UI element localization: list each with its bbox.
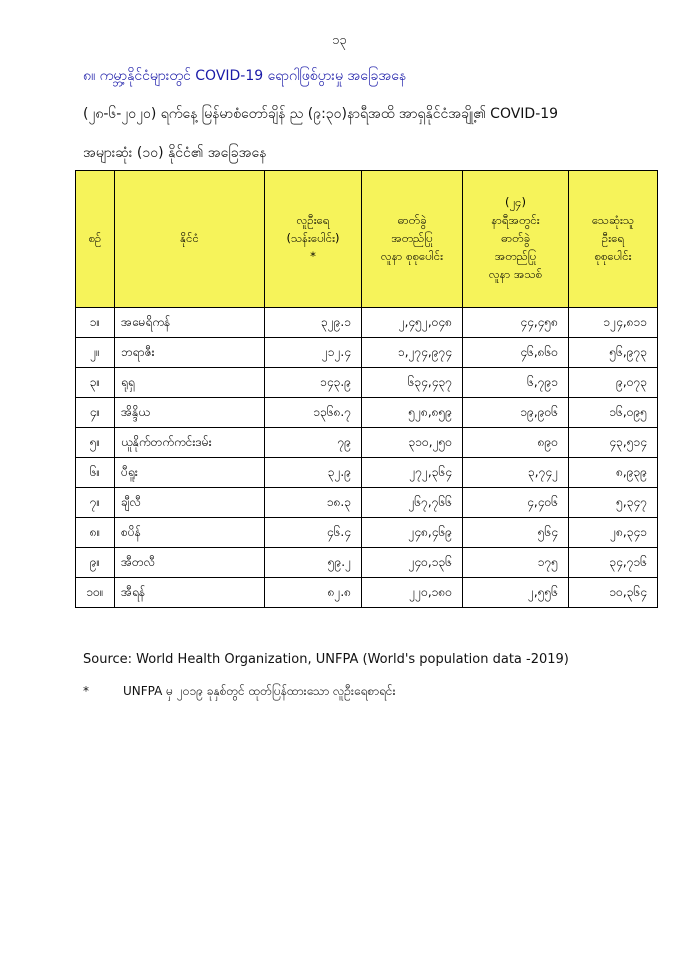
page-number: ၁၃	[332, 33, 347, 48]
header-no	[76, 171, 115, 308]
table-row	[76, 518, 658, 548]
subtitle-line-2: အများဆုံး (၁၀) နိုင်ငံ၏ အခြေအနေ	[83, 145, 267, 161]
table-row	[76, 488, 658, 518]
header-population	[265, 171, 362, 308]
cell-new-cases: ၁၇၅	[463, 548, 569, 578]
cell-new-cases: ၄၆,၈၆၀	[463, 338, 569, 368]
cell-deaths: ၄၃,၅၁၄	[569, 428, 658, 458]
table-row	[76, 338, 658, 368]
header-country	[115, 171, 265, 308]
header-deaths	[569, 171, 658, 308]
cell-no: ၁။	[76, 308, 115, 338]
cell-deaths: ၅၆,၉၇၃	[569, 338, 658, 368]
header-new-line: လူနာ အသစ်	[488, 266, 543, 281]
covid-table	[75, 170, 658, 608]
header-population-line: *	[310, 248, 316, 263]
cell-population: ၄၆.၄	[265, 518, 362, 548]
cell-new-cases: ၈၉၀	[463, 428, 569, 458]
cell-country: ရုရှ	[115, 368, 265, 398]
cell-deaths: ၁၀,၃၆၄	[569, 578, 658, 608]
header-deaths-line: စုစုပေါင်း	[594, 248, 632, 263]
cell-new-cases: ၆,၇၉၁	[463, 368, 569, 398]
cell-country: ချီလီ	[115, 488, 265, 518]
table-row	[76, 578, 658, 608]
cell-new-cases: ၂,၅၅၆	[463, 578, 569, 608]
cell-deaths: ၉,၀၇၃	[569, 368, 658, 398]
cell-population: ၁၈.၃	[265, 488, 362, 518]
header-no-label: စဉ်	[88, 231, 102, 246]
cell-new-cases: ၄၄,၄၅၈	[463, 308, 569, 338]
cell-country: အီတလီ	[115, 548, 265, 578]
header-confirmed	[362, 171, 463, 308]
cell-deaths: ၁၂၄,၈၁၁	[569, 308, 658, 338]
cell-no: ၁၀။	[76, 578, 115, 608]
cell-confirmed: ၂၇၂,၃၆၄	[362, 458, 463, 488]
header-deaths-line: ဦးရေ	[601, 231, 625, 246]
header-population-line: လူဦးရေ	[296, 213, 330, 228]
cell-country: အီရန်	[115, 578, 265, 608]
cell-confirmed: ၅၂၈,၈၅၉	[362, 398, 463, 428]
cell-confirmed: ၂၄၀,၁၃၆	[362, 548, 463, 578]
header-deaths-line: သေဆုံးသူ	[591, 213, 635, 228]
table-row	[76, 428, 658, 458]
cell-no: ၅။	[76, 428, 115, 458]
cell-no: ၂။	[76, 338, 115, 368]
cell-population: ၈၂.၈	[265, 578, 362, 608]
cell-deaths: ၂၈,၃၄၁	[569, 518, 658, 548]
footnote-text: UNFPA မှ ၂၀၁၉ ခုနှစ်တွင် ထုတ်ပြန်ထားသော လူဦးရေစာရင်း	[123, 684, 396, 698]
cell-country: အိန္ဒိယ	[115, 398, 265, 428]
cell-population: ၃၂.၉	[265, 458, 362, 488]
header-new-cases	[463, 171, 569, 308]
cell-new-cases: ၄,၄၀၆	[463, 488, 569, 518]
source-note: Source: World Health Organization, UNFPA (World's population data -2019)	[83, 652, 569, 667]
cell-no: ၉။	[76, 548, 115, 578]
header-confirmed-line: ဓာတ်ခွဲ	[397, 213, 427, 228]
cell-confirmed: ၆၃၄,၄၃၇	[362, 368, 463, 398]
cell-no: ၃။	[76, 368, 115, 398]
header-population-line: (သန်းပေါင်း)	[286, 231, 340, 246]
table-row	[76, 308, 658, 338]
cell-confirmed: ၂၆၇,၇၆၆	[362, 488, 463, 518]
cell-population: ၅၉.၂	[265, 548, 362, 578]
cell-country: အမေရိကန်	[115, 308, 265, 338]
header-confirmed-line: အတည်ပြု	[391, 231, 433, 246]
cell-population: ၁၄၃.၉	[265, 368, 362, 398]
cell-deaths: ၈,၉၃၉	[569, 458, 658, 488]
footnote	[83, 683, 643, 701]
cell-no: ၇။	[76, 488, 115, 518]
cell-population: ၁၃၆၈.၇	[265, 398, 362, 428]
table-row	[76, 458, 658, 488]
cell-country: ဘရာဇီး	[115, 338, 265, 368]
cell-population: ၇၉	[265, 428, 362, 458]
cell-no: ၆။	[76, 458, 115, 488]
cell-new-cases: ၅၆၄	[463, 518, 569, 548]
header-confirmed-line: လူနာ စုစုပေါင်း	[380, 248, 444, 263]
table-header-row	[76, 171, 658, 308]
header-new-line: ဓာတ်ခွဲ	[501, 231, 530, 246]
table-row	[76, 368, 658, 398]
cell-population: ၂၁၂.၄	[265, 338, 362, 368]
header-new-line: အတည်ပြု	[494, 248, 537, 263]
cell-confirmed: ၃၁၀,၂၅၀	[362, 428, 463, 458]
section-title: ၈။ ကမ္ဘာ့နိုင်ငံများတွင် COVID-19 ရောဂါဖြစ်ပွားမှု အခြေအနေ	[83, 68, 407, 84]
cell-country: စပိန်	[115, 518, 265, 548]
cell-confirmed: ၂၂၀,၁၈၀	[362, 578, 463, 608]
header-new-line: (၂၄)	[504, 195, 527, 210]
cell-no: ၈။	[76, 518, 115, 548]
table-row	[76, 548, 658, 578]
header-country-label: နိုင်ငံ	[180, 231, 199, 246]
cell-country: ပီရူး	[115, 458, 265, 488]
cell-confirmed: ၂,၄၅၂,၀၄၈	[362, 308, 463, 338]
subtitle-line-1: (၂၈-၆-၂၀၂၀) ရက်နေ့ မြန်မာစံတော်ချိန် ည (၉:၃၀)နာရီအထိ အာရှနိုင်ငံအချို့၏ COVID-19	[83, 106, 559, 122]
cell-deaths: ၁၆,၀၉၅	[569, 398, 658, 428]
cell-population: ၃၂၉.၁	[265, 308, 362, 338]
cell-country: ယူနိုက်တက်ကင်းဒမ်း	[115, 428, 265, 458]
cell-confirmed: ၂၄၈,၄၆၉	[362, 518, 463, 548]
cell-no: ၄။	[76, 398, 115, 428]
cell-deaths: ၅,၃၄၇	[569, 488, 658, 518]
header-new-line: နာရီအတွင်း	[491, 213, 540, 228]
cell-new-cases: ၁၉,၉၀၆	[463, 398, 569, 428]
table-row	[76, 398, 658, 428]
cell-confirmed: ၁,၂၇၄,၉၇၄	[362, 338, 463, 368]
footnote-mark: *	[83, 684, 89, 698]
cell-new-cases: ၃,၇၄၂	[463, 458, 569, 488]
cell-deaths: ၃၄,၇၁၆	[569, 548, 658, 578]
